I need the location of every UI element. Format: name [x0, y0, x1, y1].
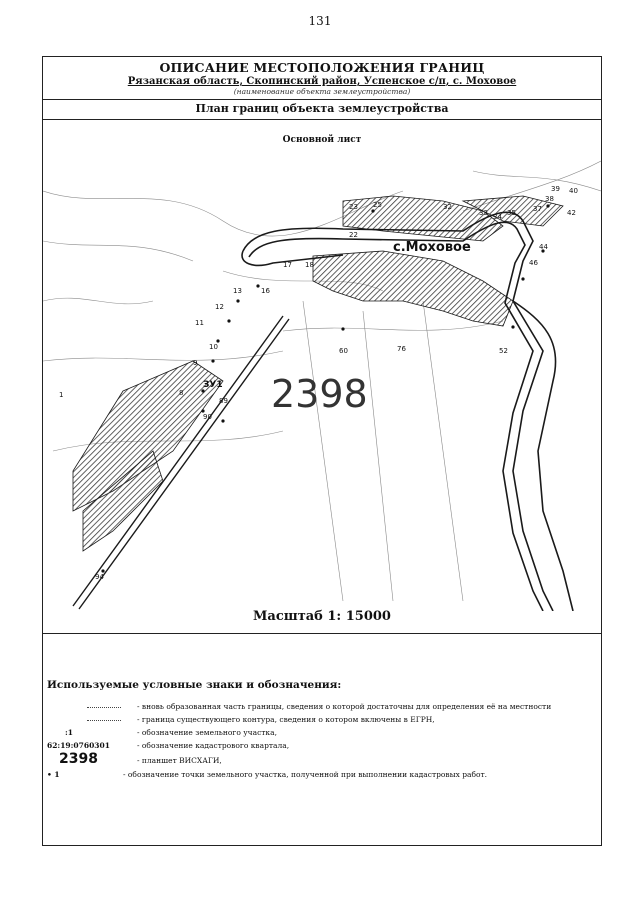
point-marker-icon: • 1 — [47, 770, 60, 779]
parcel-number-label: 2398 — [271, 372, 368, 416]
point-label-90: 90 — [203, 413, 212, 421]
zone-label: ЗУ1 — [203, 380, 223, 390]
legend-item-existing-contour — [43, 714, 601, 728]
point-label-46: 46 — [529, 259, 538, 267]
legend-divider — [43, 633, 601, 634]
cadastral-map — [43, 151, 601, 611]
point-label-40: 40 — [569, 187, 578, 195]
legend-symbol — [47, 727, 127, 741]
point-label-33: 33 — [479, 209, 488, 217]
scale-label: Масштаб 1: 15000 — [253, 609, 391, 624]
point-label-11: 11 — [195, 319, 204, 327]
point-label-22: 22 — [349, 231, 358, 239]
village-label: с.Моховое — [393, 240, 471, 255]
point-label-60: 60 — [339, 347, 348, 355]
title-block — [43, 57, 601, 100]
legend-symbol-text: 2398 — [59, 751, 98, 767]
point-label-42: 42 — [567, 209, 576, 217]
legend-item-text: - вновь образованная часть границы, сведения о которой достаточны для определения её на местности — [137, 702, 552, 711]
point-label-10: 10 — [209, 343, 218, 351]
legend-item-text: - обозначение земельного участка, — [137, 728, 277, 737]
legend-item-plansheet — [43, 751, 601, 769]
point-label-52: 52 — [499, 347, 508, 355]
dotted-line-icon — [87, 707, 121, 708]
legend-symbol — [47, 769, 127, 783]
legend-symbol-text: 62:19:0760301 — [47, 741, 110, 750]
point-label-94: 94 — [95, 573, 104, 581]
document-frame — [42, 56, 602, 846]
legend-symbol — [47, 714, 127, 728]
point-label-76: 76 — [397, 345, 406, 353]
point-label-1: 1 — [59, 391, 64, 399]
point-label-44: 44 — [539, 243, 548, 251]
point-label-23: 23 — [349, 203, 358, 211]
legend-item-text: - обозначение точки земельного участка, полученной при выполнении кадастровых работ. — [123, 770, 488, 779]
point-label-35: 35 — [507, 209, 516, 217]
point-label-12: 12 — [215, 303, 224, 311]
point-label-32: 32 — [443, 203, 452, 211]
legend-item-point — [43, 769, 601, 783]
legend-symbol — [47, 701, 127, 715]
document-caption: (наименование объекта землеустройства) — [233, 87, 411, 96]
legend-item-text: - обозначение кадастрового квартала, — [137, 741, 290, 750]
point-label-39: 39 — [551, 185, 560, 193]
document-subtitle: Рязанская область, Скопинский район, Успенское с/п, с. Моховое — [127, 76, 517, 87]
point-label-16: 16 — [261, 287, 270, 295]
point-label-89: 89 — [219, 397, 228, 405]
legend-item-new-boundary — [43, 701, 601, 715]
point-label-34: 34 — [493, 213, 502, 221]
legend-item-text: - планшет ВИСХАГИ, — [137, 756, 222, 765]
legend-item-text: - граница существующего контура, сведения о котором включены в ЕГРН, — [137, 715, 435, 724]
sheet-label: Основной лист — [282, 135, 362, 145]
legend-symbol — [47, 751, 127, 769]
point-label-38: 38 — [545, 195, 554, 203]
point-label-37: 37 — [533, 205, 542, 213]
point-label-13: 13 — [233, 287, 242, 295]
legend-item-cadastral-quarter — [43, 740, 601, 754]
point-label-25: 25 — [373, 201, 382, 209]
point-label-17: 17 — [283, 261, 292, 269]
point-label-9: 9 — [193, 359, 198, 367]
legend-title: Используемые условные знаки и обозначения: — [47, 679, 342, 691]
legend-item-land-plot — [43, 727, 601, 741]
legend-symbol-text: :1 — [65, 728, 73, 737]
page-number: 131 — [308, 14, 332, 28]
document-title: ОПИСАНИЕ МЕСТОПОЛОЖЕНИЯ ГРАНИЦ — [159, 60, 485, 75]
dotted-line-icon — [87, 720, 121, 721]
point-label-8: 8 — [179, 389, 184, 397]
map-svg — [43, 151, 601, 611]
point-label-18: 18 — [305, 261, 314, 269]
plan-header: План границ объекта землеустройства — [43, 99, 601, 120]
